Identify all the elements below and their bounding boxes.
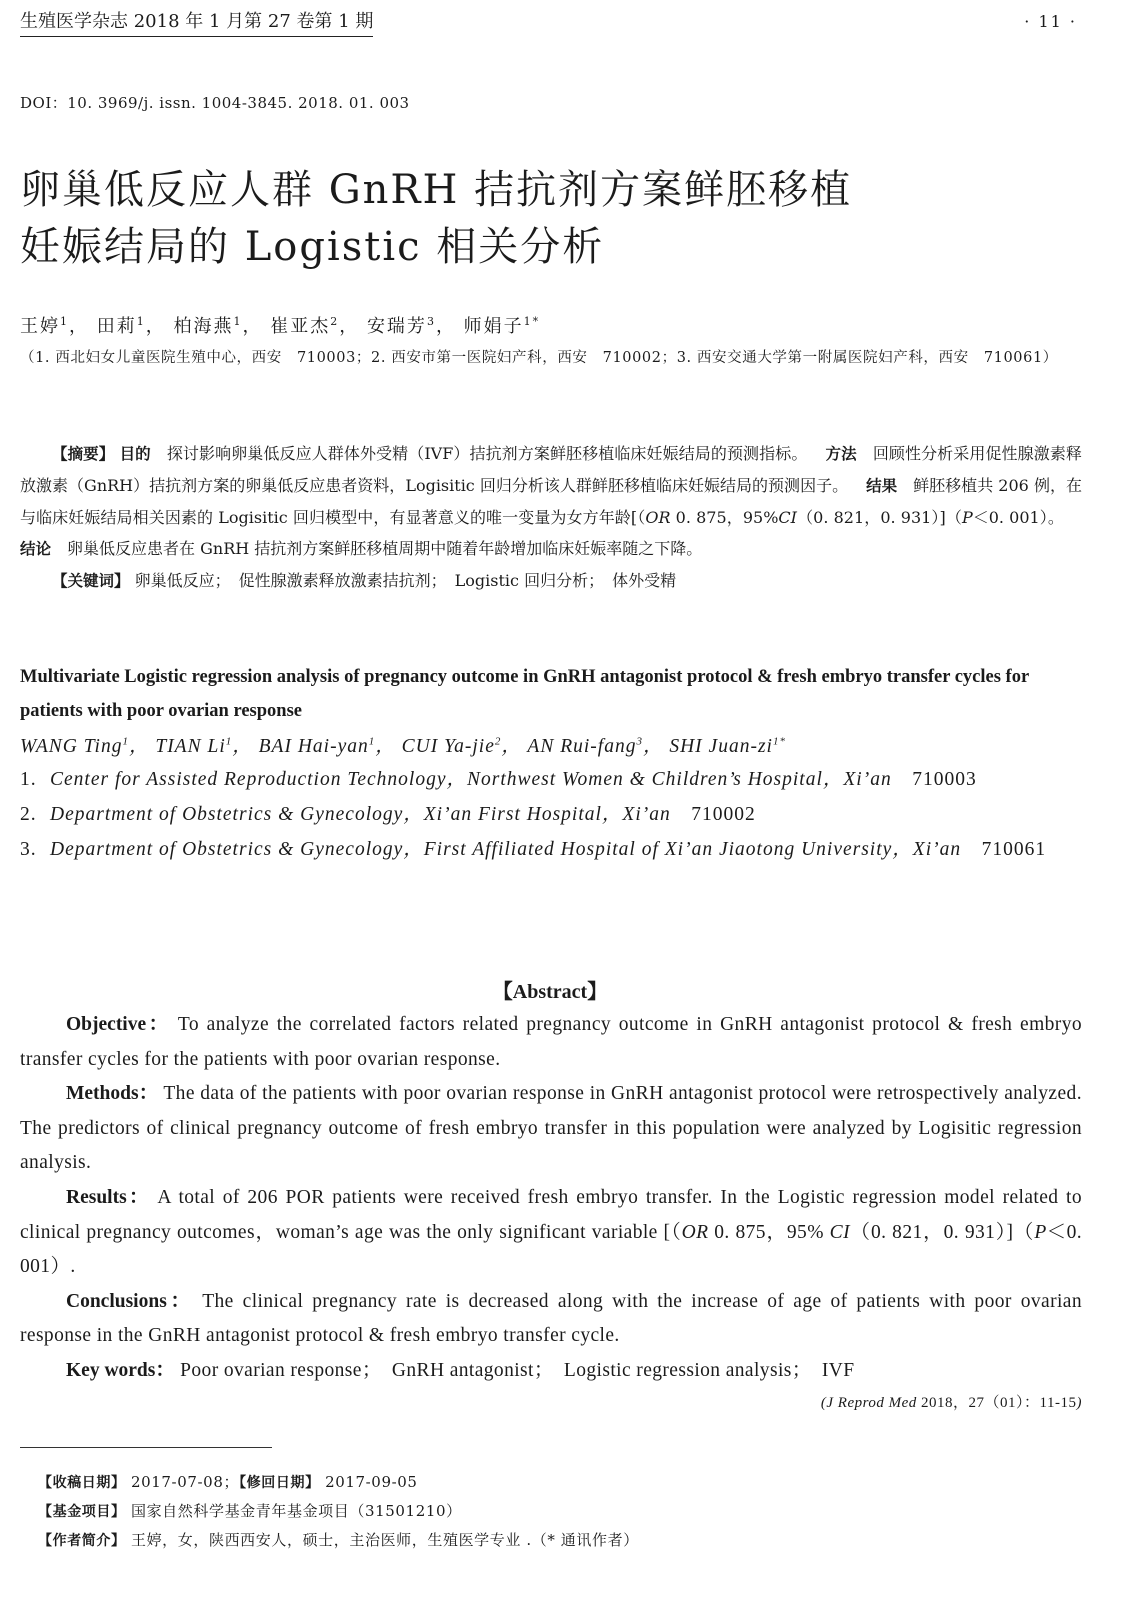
author-en: SHI Juan-zi [669, 736, 773, 757]
p-symbol: P [1034, 1221, 1047, 1243]
footnote-fund [38, 1497, 639, 1526]
abstract-cn [20, 438, 1082, 597]
author-en: AN Rui-fang [527, 736, 637, 757]
authors-cn: 王婷$^1$， 田莉$^1$， 柏海燕$^1$， 崔亚杰$^2$， 安瑞芳$^3$， 师娟子$^{1*}$ [20, 315, 541, 337]
affiliation-number: 3. [20, 839, 37, 860]
author-sup: 1 [233, 315, 243, 328]
author-cn: 崔亚杰 [270, 316, 331, 337]
objective-en-text: To analyze the correlated factors related pregnancy outcome in GnRH antagonist protocol & fresh embryo transfer cycles for the patients with poor ovarian response. [20, 1014, 1082, 1070]
postal-code: 710061 [981, 839, 1047, 860]
author-sup: 1* [772, 735, 786, 748]
author-sup: 1 [136, 315, 146, 328]
fund-text: 国家自然科学基金青年基金项目（31501210） [130, 1502, 462, 1520]
methods-en [20, 1077, 1082, 1181]
affiliation-text: Department of Obstetrics & Gynecology，First Affiliated Hospital of Xi’an Jiaotong University，Xi’an [50, 839, 962, 860]
footnotes [38, 1468, 639, 1555]
methods-label-cn: 方法 [825, 445, 857, 463]
keyword: Logistic regression analysis； [563, 1359, 802, 1381]
abstract-en [20, 1008, 1082, 1389]
postal-code: 710003 [912, 769, 977, 790]
ci-symbol: CI [829, 1221, 850, 1243]
author-en: TIAN Li [155, 736, 226, 757]
keyword: IVF [821, 1359, 855, 1381]
doi: DOI：10. 3969/j. issn. 1004-3845. 2018. 01. 003 [20, 94, 410, 112]
received-label: 【收稿日期】 [38, 1475, 126, 1491]
keyword: 促性腺激素释放激素拮抗剂； [238, 571, 439, 590]
author-sup: 1 [122, 735, 129, 748]
affiliation-en [20, 832, 1100, 867]
author-cn: 师娟子 [463, 316, 524, 337]
revised-label: 【修回日期】 [239, 1475, 320, 1491]
results-en-mid2: （0. 821，0. 931）]（ [849, 1221, 1035, 1243]
keyword: 体外受精 [612, 571, 677, 590]
results-en-text: A total of 206 POR patients were received fresh embryo transfer. In the Logistic regression model related to clinical pregnancy outcomes，woman’s age was the only significant variable [（ [20, 1186, 1083, 1243]
abstract-cn-body [20, 438, 1082, 565]
author-sup: 2 [330, 315, 340, 328]
conclusions-en [20, 1285, 1082, 1354]
results-en-post: ＜0. 001）. [20, 1221, 1082, 1278]
footnote-divider [20, 1447, 272, 1448]
methods-en-text: The data of the patients with poor ovarian response in GnRH antagonist protocol were retrospectively analyzed. The predictors of clinical pregnancy outcome of fresh embryo transfer in this population were analyzed by Logisitic regression analysis. [20, 1083, 1082, 1174]
ci-symbol: CI [778, 508, 797, 527]
results-label-en: Results： [66, 1186, 151, 1208]
objective-cn: 探讨影响卵巢低反应人群体外受精（IVF）拮抗剂方案鲜胚移植临床妊娠结局的预测指标。 [166, 444, 808, 463]
affiliation-number: 1. [20, 769, 37, 790]
author-sup: 2 [494, 735, 502, 748]
affiliation-number: 2. [20, 804, 37, 825]
citation-details: 2018，27（01）：11-15 [921, 1395, 1077, 1411]
results-cn-post: ＜0. 001）。 [972, 508, 1064, 527]
article-title-cn [20, 162, 1020, 276]
author-sup: 1 [368, 735, 376, 748]
keywords-cn [20, 565, 1082, 597]
author-cn: 柏海燕 [173, 316, 234, 337]
authors-en: WANG Ting$^1$， TIAN Li$^1$， BAI Hai-yan$^1$， CUI Ya-jie$^2$， AN Rui-fang$^3$， SHI Juan-$zi^{1*}$ [20, 735, 786, 757]
title-line-1: 卵巢低反应人群 GnRH 拮抗剂方案鲜胚移植 [20, 167, 853, 213]
author-sup: 1 [225, 735, 233, 748]
results-en-mid: 0. 875，95% [708, 1221, 824, 1243]
affiliation-text: Center for Assisted Reproduction Technology，Northwest Women & Children’s Hospital，Xi’an [50, 769, 892, 790]
keywords-label-en: Key words： [66, 1359, 175, 1381]
or-symbol: OR [645, 508, 671, 527]
fund-label: 【基金项目】 [38, 1504, 126, 1520]
methods-cn: 回顾性分析采用促性腺激素释放激素（GnRH）拮抗剂方案的卵巢低反应患者资料，Logisitic 回归分析该人群鲜胚移植临床妊娠结局的预测因子。 [20, 444, 1082, 495]
keyword: Poor ovarian response； [180, 1359, 372, 1381]
revised-date: 2017-09-05 [325, 1473, 418, 1491]
keywords-en [20, 1354, 1082, 1389]
citation: (J Reprod Med 2018，27（01）：11-15) [820, 1395, 1082, 1411]
citation-journal: J Reprod Med [826, 1395, 917, 1411]
author-en: BAI Hai-yan [258, 736, 369, 757]
keyword: GnRH antagonist； [391, 1359, 545, 1381]
or-symbol: OR [681, 1221, 709, 1243]
keywords-cn-label: 【关键词】 [52, 572, 130, 590]
keyword: Logistic 回归分析； [454, 571, 597, 590]
author-cn: 安瑞芳 [366, 316, 427, 337]
affiliation-text: Department of Obstetrics & Gynecology，Xi’an First Hospital，Xi’an [50, 804, 671, 825]
conclusion-label-cn: 结论 [20, 540, 52, 558]
article-title-en: Multivariate Logistic regression analysis of pregnancy outcome in GnRH antagonist protocol & fresh embryo transfer cycles for patients with poor ovarian response [20, 667, 1029, 721]
conclusions-label-en: Conclusions： [66, 1290, 194, 1312]
results-en [20, 1181, 1082, 1285]
footnote-author [38, 1526, 639, 1555]
running-head: 生殖医学杂志 2018 年 1 月第 27 卷第 1 期 [20, 10, 373, 37]
objective-label-cn: 目的 [119, 445, 151, 463]
author-en: CUI Ya-jie [401, 736, 495, 757]
author-bio-label: 【作者简介】 [38, 1533, 126, 1549]
abstract-cn-label: 【摘要】 [52, 445, 115, 463]
author-sup: 3 [636, 735, 643, 748]
author-sup: 1* [523, 315, 541, 328]
title-line-2: 妊娠结局的 Logistic 相关分析 [20, 224, 605, 270]
affiliation-en [20, 797, 1100, 832]
affiliations-cn: （1. 西北妇女儿童医院生殖中心，西安 710003；2. 西安市第一医院妇产科，西安 710002；3. 西安交通大学第一附属医院妇产科，西安 710061） [20, 350, 1058, 366]
abstract-en-heading: 【Abstract】 [492, 981, 608, 1003]
author-bio: 王婷，女，陕西西安人，硕士，主治医师，生殖医学专业 .（* 通讯作者） [130, 1531, 639, 1549]
results-cn-mid2: （0. 821，0. 931）]（ [796, 508, 962, 527]
author-cn: 王婷 [20, 316, 60, 337]
author-en: WANG Ting [20, 736, 123, 757]
affiliations-en [20, 762, 1100, 867]
footnote-dates [38, 1468, 639, 1497]
conclusions-en-text: The clinical pregnancy rate is decreased along with the increase of age of patients with poor ovarian response in the GnRH antagonist protocol & fresh embryo transfer cycle. [20, 1290, 1082, 1347]
keyword: 卵巢低反应； [134, 571, 223, 590]
results-label-cn: 结果 [866, 477, 898, 495]
p-symbol: P [961, 508, 973, 527]
received-date: 2017-07-08； [130, 1473, 240, 1491]
author-cn: 田莉 [96, 316, 137, 337]
author-sup: 3 [426, 315, 436, 328]
objective-label-en: Objective： [66, 1014, 171, 1035]
author-sup: 1 [60, 315, 69, 328]
affiliation-en [20, 762, 1100, 797]
results-cn-mid: 0. 875，95% [670, 508, 779, 527]
page-number: · 11 · [1024, 12, 1077, 31]
conclusion-cn: 卵巢低反应患者在 GnRH 拮抗剂方案鲜胚移植周期中随着年龄增加临床妊娠率随之下降。 [67, 539, 703, 558]
postal-code: 710002 [691, 804, 756, 825]
methods-label-en: Methods： [66, 1083, 159, 1105]
results-cn: 鲜胚移植共 206 例，在与临床妊娠结局相关因素的 Logisitic 回归模型中，有显著意义的唯一变量为女方年龄[（ [20, 476, 1082, 527]
objective-en [20, 1008, 1082, 1077]
